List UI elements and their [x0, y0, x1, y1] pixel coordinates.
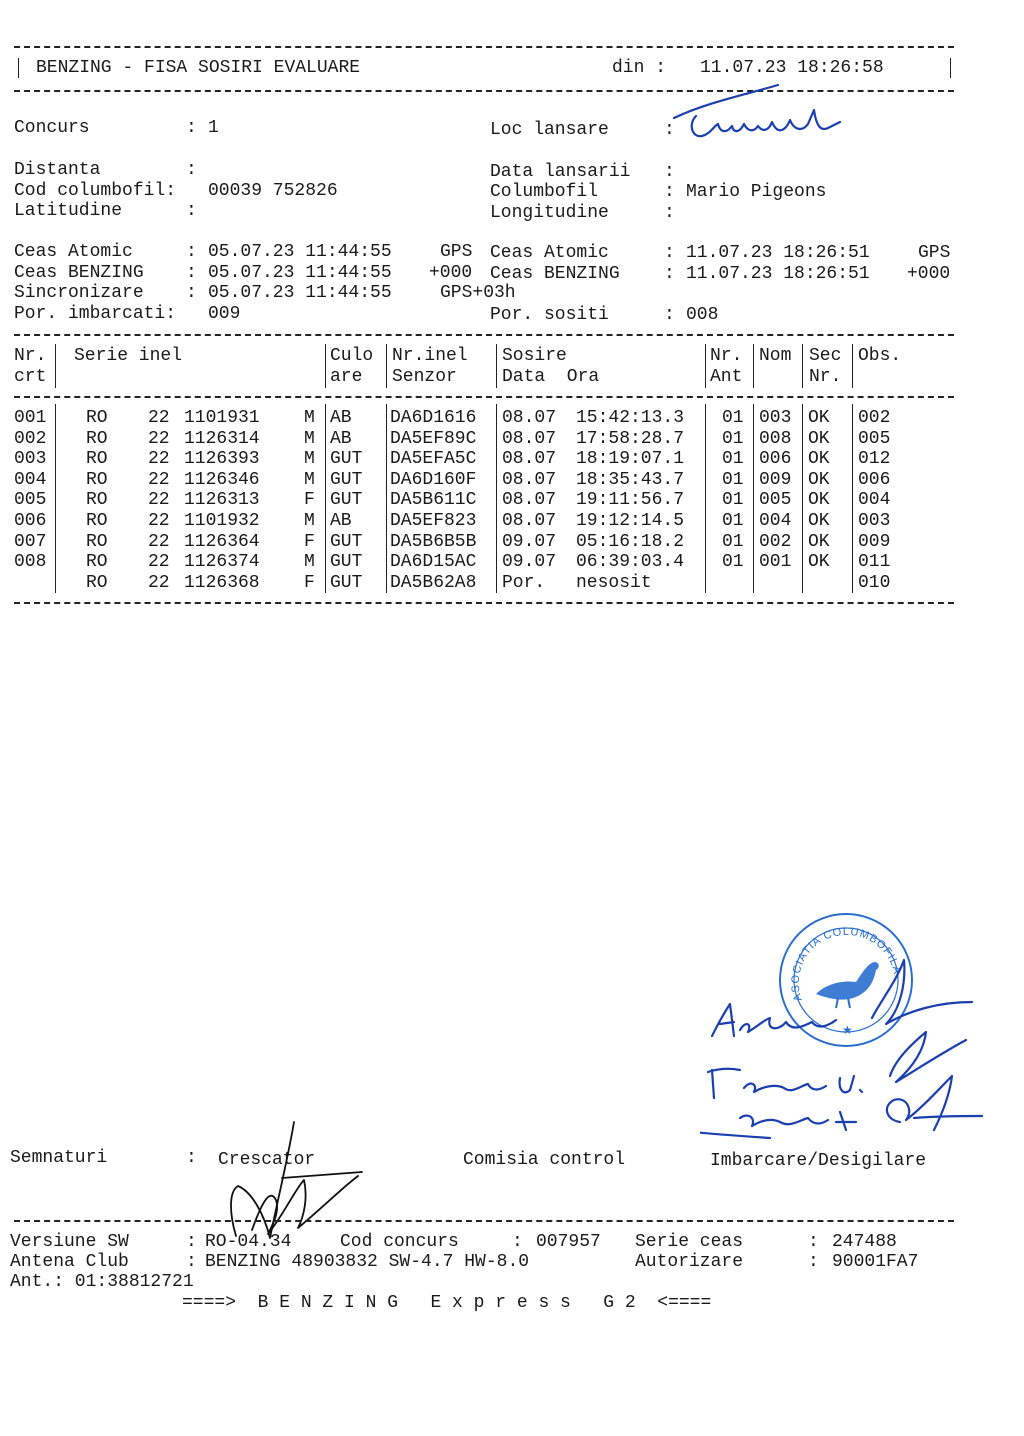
imbarcare-desigilare-label: Imbarcare/Desigilare — [710, 1151, 927, 1171]
left-clock-suffix: GPS — [440, 242, 473, 262]
header-nr-inel: Nr.inel — [392, 346, 468, 366]
cell-sensor-id: DA6D1616 — [390, 408, 477, 428]
column-separator — [802, 404, 803, 593]
cell-arrival-date: 09.07 — [502, 531, 557, 552]
semnaturi-label: Semnaturi — [10, 1148, 108, 1168]
cod-concurs-label: Cod concurs — [340, 1232, 459, 1252]
document-title: BENZING - FISA SOSIRI EVALUARE — [36, 58, 361, 78]
cell-row-nr: 004 — [14, 469, 47, 490]
cell-sec-status: OK — [808, 531, 830, 552]
loc-lansare-label: Loc lansare — [490, 120, 609, 140]
cell-nom: 006 — [759, 449, 792, 470]
cell-nom: 008 — [759, 428, 792, 449]
header-nr-ant: Nr. — [710, 346, 743, 366]
right-clock-value: 11.07.23 18:26:51 — [686, 243, 870, 263]
cell-arrival-time: 15:42:13.3 — [576, 408, 685, 428]
cell-sex: F — [304, 531, 315, 552]
cell-color: AB — [330, 408, 352, 428]
divider — [14, 602, 954, 604]
cell-obs: 012 — [858, 449, 891, 470]
cell-row-nr: 001 — [14, 408, 47, 428]
cell-antenna: 01 — [722, 490, 744, 511]
columbofil-value: Mario Pigeons — [686, 182, 827, 202]
cod-columbofil-label: Cod columbofil: — [14, 181, 177, 201]
cell-sensor-id: DA5B62A8 — [390, 572, 477, 593]
cell-ring-number: 1126374 — [184, 552, 260, 573]
cell-ring-country: RO — [86, 552, 108, 573]
left-clock-value: 05.07.23 11:44:55 — [208, 242, 392, 262]
serie-ceas-label: Serie ceas — [635, 1232, 744, 1252]
brand-line: ====> B E N Z I N G E x p r e s s G 2 <==== — [182, 1293, 712, 1313]
cell-ring-number: 1126314 — [184, 428, 260, 449]
cell-row-nr: 003 — [14, 449, 47, 470]
cell-sex: M — [304, 428, 315, 449]
cell-color: GUT — [330, 552, 363, 573]
column-separator — [852, 404, 853, 593]
left-clock-label: Ceas Atomic — [14, 242, 133, 262]
cell-ring-country: RO — [86, 408, 108, 428]
cell-ring-year: 22 — [148, 511, 170, 531]
right-clock-suffix: +000 — [907, 264, 951, 284]
cell-sex: M — [304, 511, 315, 531]
cell-nom: 003 — [759, 408, 792, 428]
cell-row-nr: 005 — [14, 490, 47, 511]
right-clock-label: Ceas Atomic — [490, 243, 609, 263]
left-clock-value: 05.07.23 11:44:55 — [208, 263, 392, 283]
column-separator — [386, 404, 387, 593]
cell-arrival-time: 06:39:03.4 — [576, 552, 685, 573]
header-nom: Nom — [759, 346, 792, 366]
print-datetime: 11.07.23 18:26:58 — [700, 58, 884, 78]
cell-ring-year: 22 — [148, 552, 170, 573]
column-separator — [496, 404, 497, 593]
cell-obs: 011 — [858, 552, 891, 573]
cell-ring-number: 1101932 — [184, 511, 260, 531]
left-clock-label: Sincronizare — [14, 283, 144, 303]
din-label: din : — [612, 58, 667, 78]
column-separator — [705, 404, 706, 593]
cell-sex: M — [304, 408, 315, 428]
cell-sensor-id: DA5B611C — [390, 490, 477, 511]
cell-antenna: 01 — [722, 469, 744, 490]
cell-sex: M — [304, 552, 315, 573]
cell-arrival-time: 19:11:56.7 — [576, 490, 685, 511]
right-clock-label: Ceas BENZING — [490, 264, 620, 284]
antena-club-label: Antena Club — [10, 1252, 129, 1272]
right-clock-suffix: GPS — [918, 243, 951, 263]
cell-ring-number: 1126346 — [184, 469, 260, 490]
cell-nom: 005 — [759, 490, 792, 511]
autorizare-label: Autorizare — [635, 1252, 744, 1272]
comisia-control-label: Comisia control — [463, 1150, 626, 1170]
cell-sex: F — [304, 572, 315, 593]
cell-nom: 004 — [759, 511, 792, 531]
cell-color: AB — [330, 428, 352, 449]
cell-ring-year: 22 — [148, 572, 170, 593]
cell-ring-country: RO — [86, 572, 108, 593]
cell-nom: 009 — [759, 469, 792, 490]
cell-ring-year: 22 — [148, 531, 170, 552]
left-clock-suffix: GPS+03h — [440, 283, 516, 303]
header-ant: Ant — [710, 367, 743, 387]
cell-sec-status: OK — [808, 428, 830, 449]
cell-obs: 003 — [858, 511, 891, 531]
cell-obs: 005 — [858, 428, 891, 449]
longitudine-label: Longitudine — [490, 203, 609, 223]
header-border-right — [950, 58, 951, 78]
column-separator — [753, 404, 754, 593]
cell-sensor-id: DA6D160F — [390, 469, 477, 490]
divider — [14, 396, 954, 398]
cell-antenna: 01 — [722, 408, 744, 428]
cell-sensor-id: DA5B6B5B — [390, 531, 477, 552]
left-clock-value: 05.07.23 11:44:55 — [208, 283, 392, 303]
cell-ring-year: 22 — [148, 469, 170, 490]
cell-arrival-date: 08.07 — [502, 490, 557, 511]
cell-arrival-time: 18:35:43.7 — [576, 469, 685, 490]
cell-obs: 004 — [858, 490, 891, 511]
latitudine-label: Latitudine — [14, 201, 123, 221]
cell-ring-year: 22 — [148, 408, 170, 428]
cell-obs: 002 — [858, 408, 891, 428]
cell-arrival-time: 05:16:18.2 — [576, 531, 685, 552]
cell-sensor-id: DA5EF823 — [390, 511, 477, 531]
column-separator — [325, 404, 326, 593]
cell-obs: 009 — [858, 531, 891, 552]
cell-obs: 006 — [858, 469, 891, 490]
cell-ring-country: RO — [86, 531, 108, 552]
sositi-label: Por. sositi — [490, 305, 609, 325]
cell-sec-status: OK — [808, 449, 830, 470]
cell-ring-year: 22 — [148, 449, 170, 470]
cell-sensor-id: DA6D15AC — [390, 552, 477, 573]
cell-ring-country: RO — [86, 449, 108, 470]
cell-color: GUT — [330, 449, 363, 470]
cell-sec-status: OK — [808, 469, 830, 490]
cell-arrival-time: nesosit — [576, 572, 652, 593]
cell-ring-number: 1126364 — [184, 531, 260, 552]
distanta-label: Distanta — [14, 160, 101, 180]
cell-antenna: 01 — [722, 449, 744, 470]
antena-club-value: BENZING 48903832 SW-4.7 HW-8.0 — [205, 1252, 530, 1272]
antenna-id: Ant.: 01:38812721 — [10, 1272, 194, 1292]
sositi-value: 008 — [686, 305, 719, 325]
cell-arrival-date: Por. — [502, 572, 546, 593]
cell-ring-number: 1126393 — [184, 449, 260, 470]
cell-color: GUT — [330, 572, 363, 593]
cell-ring-country: RO — [86, 490, 108, 511]
header-crt: crt — [14, 367, 47, 387]
commission-signatures — [700, 940, 990, 1150]
header-serie-inel: Serie inel — [74, 346, 183, 366]
svg-text:★: ★ — [842, 1023, 853, 1037]
cell-row-nr: 006 — [14, 511, 47, 531]
header-obs: Obs. — [858, 346, 902, 366]
cell-ring-year: 22 — [148, 428, 170, 449]
cell-sex: M — [304, 449, 315, 470]
cell-row-nr: 008 — [14, 552, 47, 573]
imbarcati-label: Por. imbarcati: — [14, 304, 177, 324]
divider — [14, 46, 954, 48]
versiune-label: Versiune SW — [10, 1232, 129, 1252]
cell-arrival-time: 17:58:28.7 — [576, 428, 685, 449]
cell-color: GUT — [330, 469, 363, 490]
cell-arrival-date: 08.07 — [502, 449, 557, 470]
cell-sensor-id: DA5EF89C — [390, 428, 477, 449]
cod-columbofil-value: 00039 752826 — [208, 181, 338, 201]
header-culoare: Culo — [330, 346, 374, 366]
cell-row-nr: 002 — [14, 428, 47, 449]
cell-sec-status: OK — [808, 511, 830, 531]
divider — [14, 334, 954, 336]
cell-arrival-time: 19:12:14.5 — [576, 511, 685, 531]
left-clock-label: Ceas BENZING — [14, 263, 144, 283]
right-clock-value: 11.07.23 18:26:51 — [686, 264, 870, 284]
cell-arrival-date: 08.07 — [502, 428, 557, 449]
header-senzor: Senzor — [392, 367, 457, 387]
cell-arrival-date: 08.07 — [502, 511, 557, 531]
cell-sec-status: OK — [808, 490, 830, 511]
concurs-label: Concurs — [14, 118, 90, 138]
cell-color: AB — [330, 511, 352, 531]
divider — [14, 1220, 954, 1222]
serie-ceas-value: 247488 — [832, 1232, 897, 1252]
header-culoare-2: are — [330, 367, 363, 387]
cell-arrival-date: 08.07 — [502, 408, 557, 428]
header-sec-nr: Nr. — [809, 367, 842, 387]
cod-concurs-value: 007957 — [536, 1232, 601, 1252]
cell-obs: 010 — [858, 572, 891, 593]
crescator-label: Crescator — [218, 1150, 316, 1170]
cell-sex: M — [304, 469, 315, 490]
cell-antenna: 01 — [722, 531, 744, 552]
cell-nom: 002 — [759, 531, 792, 552]
columbofil-label: Columbofil — [490, 182, 599, 202]
cell-sec-status: OK — [808, 552, 830, 573]
cell-color: GUT — [330, 490, 363, 511]
cell-sec-status: OK — [808, 408, 830, 428]
cell-ring-number: 1126313 — [184, 490, 260, 511]
header-nr: Nr. — [14, 346, 47, 366]
cell-ring-number: 1101931 — [184, 408, 260, 428]
header-sosire: Sosire — [502, 346, 567, 366]
cell-arrival-date: 09.07 — [502, 552, 557, 573]
cell-antenna: 01 — [722, 552, 744, 573]
cell-color: GUT — [330, 531, 363, 552]
cell-antenna: 01 — [722, 511, 744, 531]
column-separator — [55, 404, 56, 593]
header-sec: Sec — [809, 346, 842, 366]
versiune-value: RO-04.34 — [205, 1232, 292, 1252]
cell-arrival-date: 08.07 — [502, 469, 557, 490]
cell-row-nr: 007 — [14, 531, 47, 552]
concurs-value: 1 — [208, 118, 219, 138]
cell-sensor-id: DA5EFA5C — [390, 449, 477, 470]
cell-ring-year: 22 — [148, 490, 170, 511]
cell-antenna: 01 — [722, 428, 744, 449]
imbarcati-value: 009 — [208, 304, 241, 324]
handwritten-location — [668, 80, 848, 150]
data-lansarii-label: Data lansarii — [490, 162, 631, 182]
cell-ring-number: 1126368 — [184, 572, 260, 593]
cell-ring-country: RO — [86, 469, 108, 490]
cell-nom: 001 — [759, 552, 792, 573]
cell-sex: F — [304, 490, 315, 511]
stamp-text: ASOCIATIA COLUMBOFILA — [789, 925, 904, 1003]
left-clock-suffix: +000 — [429, 263, 473, 283]
header-data-ora: Data Ora — [502, 367, 600, 387]
cell-ring-country: RO — [86, 511, 108, 531]
cell-arrival-time: 18:19:07.1 — [576, 449, 685, 470]
header-border-left — [18, 58, 19, 78]
autorizare-value: 90001FA7 — [832, 1252, 919, 1272]
cell-ring-country: RO — [86, 428, 108, 449]
